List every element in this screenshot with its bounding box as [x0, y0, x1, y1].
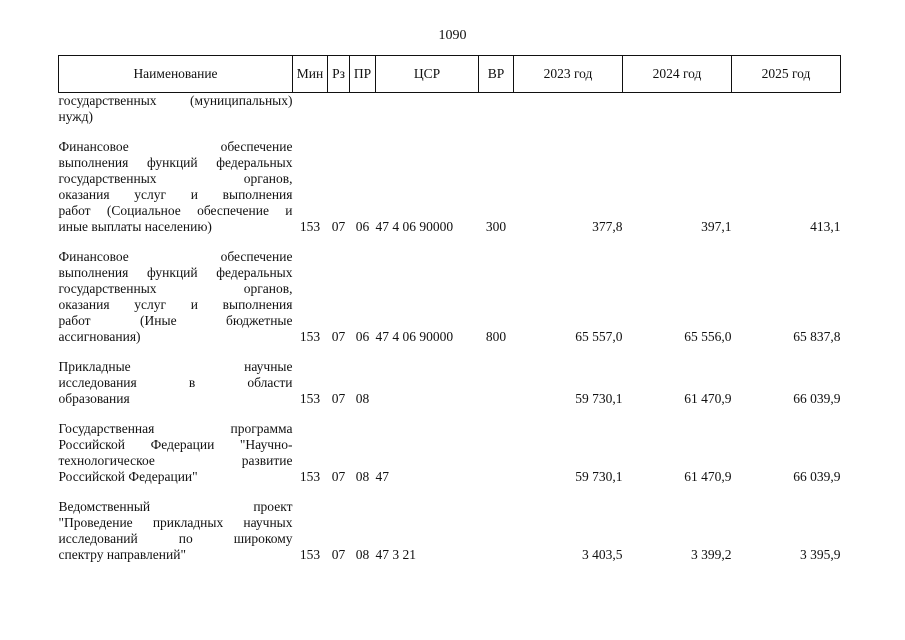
- header-min: Мин: [293, 56, 328, 93]
- name-line: иные выплаты населению): [58, 219, 212, 234]
- name-line: Государственная программа: [58, 421, 293, 436]
- cell-pr: 06: [355, 219, 370, 234]
- header-vr: ВР: [479, 56, 514, 93]
- cell-2025: 66 039,9: [793, 469, 841, 484]
- cell-2023: 59 730,1: [575, 391, 623, 406]
- cell-vr: [479, 499, 514, 563]
- header-csr: ЦСР: [376, 56, 479, 93]
- cell-name: [59, 93, 293, 126]
- name-line: государственных (муниципальных): [58, 93, 293, 108]
- cell-2025: 65 837,8: [793, 329, 841, 344]
- cell-min: [293, 93, 328, 126]
- header-2023: 2023 год: [514, 56, 623, 93]
- cell-name: [59, 139, 293, 235]
- cell-2024: 61 470,9: [684, 469, 732, 484]
- name-line: работ (Иные бюджетные: [58, 313, 293, 328]
- table-row: [59, 359, 841, 407]
- name-line: "Проведение прикладных научных: [58, 515, 293, 530]
- header-2025: 2025 год: [732, 56, 841, 93]
- name-line: оказания услуг и выполнения: [58, 297, 293, 312]
- row-spacer: [59, 485, 841, 499]
- cell-2023: 3 403,5: [582, 547, 623, 562]
- name-line: образования: [58, 391, 130, 406]
- cell-min: 153: [299, 547, 321, 562]
- cell-2024: [623, 93, 732, 126]
- cell-rz: [328, 93, 350, 126]
- header-name: Наименование: [59, 56, 293, 93]
- cell-name: [59, 499, 293, 563]
- cell-2023: 377,8: [592, 219, 623, 234]
- cell-csr: 47 3 21: [375, 547, 416, 562]
- name-line: Российской Федерации "Научно-: [58, 437, 293, 452]
- cell-rz: 07: [331, 219, 346, 234]
- name-line: спектру направлений": [58, 547, 186, 562]
- budget-table: [58, 55, 841, 563]
- table-row: [59, 249, 841, 345]
- table-header-row: [59, 56, 841, 93]
- cell-name: [59, 359, 293, 407]
- name-line: Российской Федерации": [58, 469, 198, 484]
- cell-pr: 08: [355, 391, 370, 406]
- cell-vr: [479, 359, 514, 407]
- cell-2025: 3 395,9: [800, 547, 841, 562]
- cell-2023: 65 557,0: [575, 329, 623, 344]
- table-body: [59, 93, 841, 564]
- cell-min: 153: [299, 391, 321, 406]
- cell-csr: 47 4 06 90000: [375, 219, 454, 234]
- name-line: государственных органов,: [58, 281, 293, 296]
- name-line: технологическое развитие: [58, 453, 293, 468]
- cell-csr: [376, 359, 479, 407]
- table-row: [59, 139, 841, 235]
- cell-min: 153: [299, 219, 321, 234]
- cell-2024: 397,1: [701, 219, 732, 234]
- cell-pr: [350, 93, 376, 126]
- name-line: Финансовое обеспечение: [58, 249, 293, 264]
- cell-rz: 07: [331, 469, 346, 484]
- name-line: нужд): [58, 109, 93, 124]
- row-spacer: [59, 407, 841, 421]
- name-line: государственных органов,: [58, 171, 293, 186]
- name-line: оказания услуг и выполнения: [58, 187, 293, 202]
- cell-name: [59, 421, 293, 485]
- cell-vr: 800: [485, 329, 507, 344]
- cell-vr: [479, 421, 514, 485]
- cell-csr: 47: [375, 469, 389, 484]
- cell-2023: [514, 93, 623, 126]
- cell-min: 153: [299, 329, 321, 344]
- cell-pr: 06: [355, 329, 370, 344]
- name-line: работ (Социальное обеспечение и: [58, 203, 293, 218]
- row-spacer: [59, 125, 841, 139]
- cell-2024: 61 470,9: [684, 391, 732, 406]
- header-pr: ПР: [350, 56, 376, 93]
- cell-csr: [376, 93, 479, 126]
- cell-pr: 08: [355, 547, 370, 562]
- cell-2024: 3 399,2: [691, 547, 732, 562]
- name-line: выполнения функций федеральных: [58, 265, 293, 280]
- cell-pr: 08: [355, 469, 370, 484]
- table-row: [59, 499, 841, 563]
- header-rz: Рз: [328, 56, 350, 93]
- cell-2025: 66 039,9: [793, 391, 841, 406]
- cell-rz: 07: [331, 547, 346, 562]
- cell-rz: 07: [331, 391, 346, 406]
- header-2024: 2024 год: [623, 56, 732, 93]
- name-line: Прикладные научные: [58, 359, 293, 374]
- cell-2023: 59 730,1: [575, 469, 623, 484]
- cell-min: 153: [299, 469, 321, 484]
- page-number: 1090: [438, 28, 467, 43]
- table-row: [59, 421, 841, 485]
- name-line: Финансовое обеспечение: [58, 139, 293, 154]
- table-row: [59, 93, 841, 126]
- name-line: исследований по широкому: [58, 531, 293, 546]
- cell-rz: 07: [331, 329, 346, 344]
- name-line: Ведомственный проект: [58, 499, 293, 514]
- cell-2025: [732, 93, 841, 126]
- name-line: выполнения функций федеральных: [58, 155, 293, 170]
- row-spacer: [59, 345, 841, 359]
- cell-2024: 65 556,0: [684, 329, 732, 344]
- name-line: исследования в области: [58, 375, 293, 390]
- cell-vr: [479, 93, 514, 126]
- cell-name: [59, 249, 293, 345]
- cell-vr: 300: [485, 219, 507, 234]
- name-line: ассигнования): [58, 329, 141, 344]
- row-spacer: [59, 235, 841, 249]
- cell-2025: 413,1: [810, 219, 841, 234]
- cell-csr: 47 4 06 90000: [375, 329, 454, 344]
